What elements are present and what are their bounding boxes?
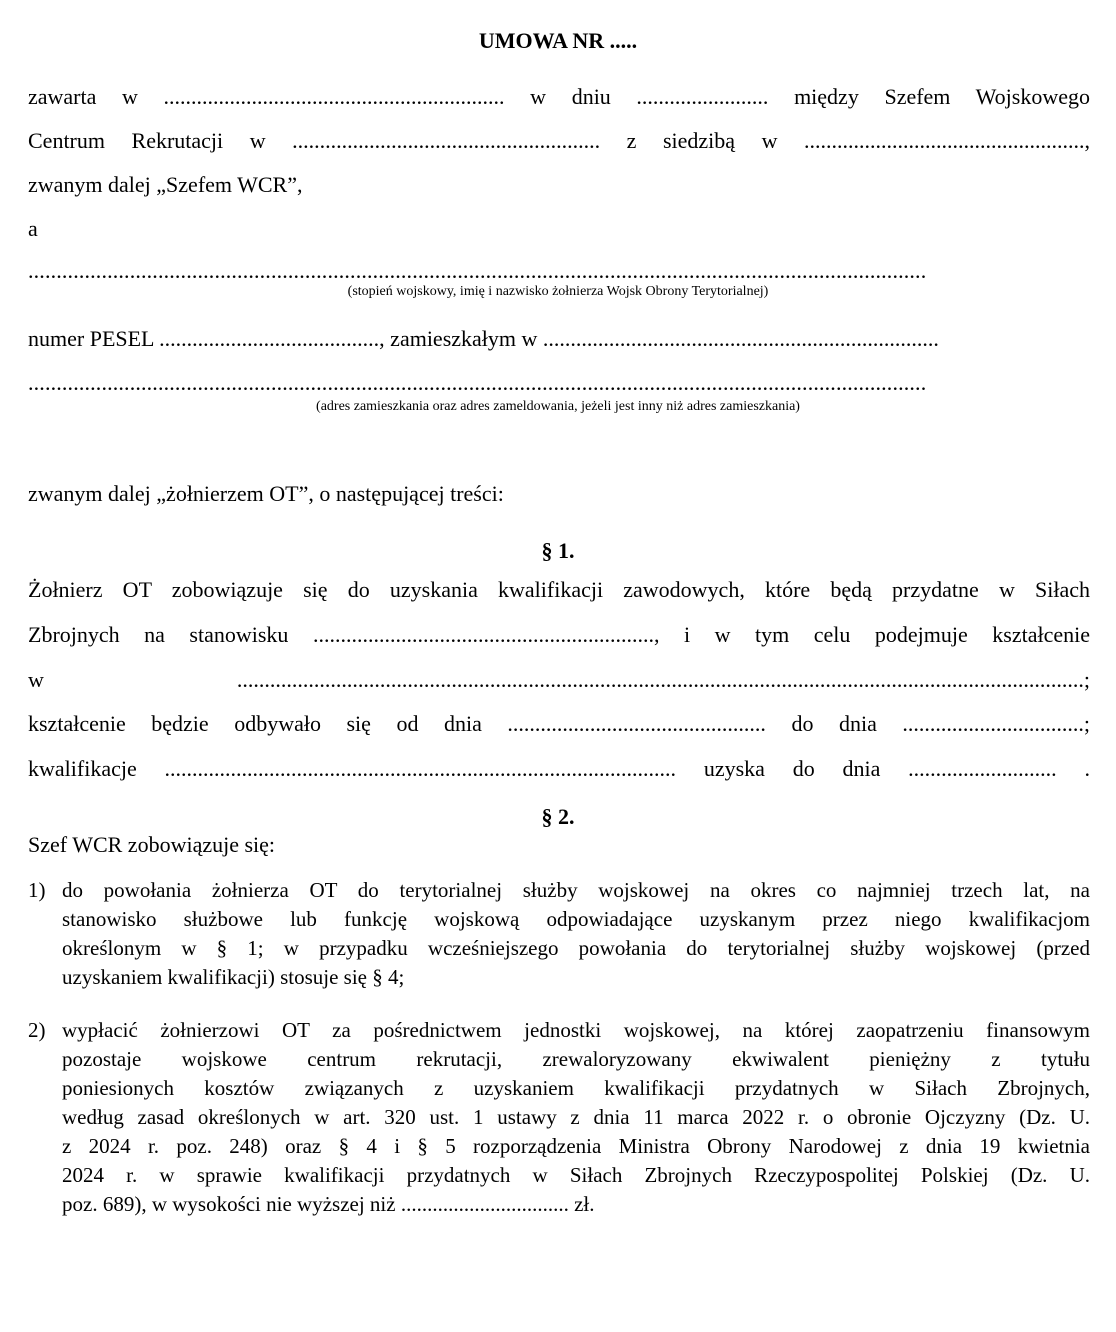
- item-number: 2): [28, 1018, 46, 1042]
- item-text-line: określonym w § 1; w przypadku wcześniejszego powołania do terytorialnej służby wojskowej (przed: [62, 936, 1090, 960]
- section-2-heading: § 2.: [541, 804, 575, 829]
- soldier-name-blank: ...............................................................................................................................................................: [28, 258, 927, 283]
- section-1-line-4: kształcenie będzie odbywało się od dnia ............................................... do dnia .................................;: [28, 711, 1090, 736]
- item-text-line: według zasad określonych w art. 320 ust. 1 ustawy z dnia 11 marca 2022 r. o obronie Ojczyzny (Dz. U.: [62, 1105, 1090, 1129]
- item-text-line: z 2024 r. poz. 248) oraz § 4 i § 5 rozporządzenia Ministra Obrony Narodowej z dnia 19 kwietnia: [62, 1134, 1090, 1158]
- item-text-line: do powołania żołnierza OT do terytorialnej służby wojskowej na okres co najmniej trzech lat, na: [62, 878, 1090, 902]
- item-text: [62, 876, 1090, 992]
- item-text-line: poz. 689), w wysokości nie wyższej niż ................................ zł.: [62, 1192, 595, 1216]
- intro-line-place-date-parties: zawarta w .............................................................. w dniu ........................ między Szefem Wojskowego: [28, 84, 1090, 109]
- section-1-heading: § 1.: [541, 538, 575, 563]
- intro-line-recruitment-center: Centrum Rekrutacji w ........................................................ z siedzibą w ...................................................,: [28, 128, 1090, 153]
- intro-line-and: a: [28, 216, 38, 241]
- soldier-name-caption: (stopień wojskowy, imię i nazwisko żołnierza Wojsk Obrony Terytorialnej): [347, 284, 769, 299]
- section-2-lead: Szef WCR zobowiązuje się:: [28, 832, 276, 857]
- item-number: 1): [28, 878, 46, 902]
- section-2-item-1: [28, 876, 1090, 992]
- address-blank: ...............................................................................................................................................................: [28, 370, 927, 395]
- section-1-line-1: Żołnierz OT zobowiązuje się do uzyskania kwalifikacji zawodowych, które będą przydatne w Siłach: [28, 577, 1090, 602]
- item-text-line: pozostaje wojskowe centrum rekrutacji, zrewaloryzowany ekwiwalent pieniężny z tytułu: [62, 1047, 1090, 1071]
- section-1-line-5: kwalifikacje ............................................................................................. uzyska do dnia ........................... .: [28, 756, 1090, 781]
- section-1-line-2: Zbrojnych na stanowisku .............................................................., i w tym celu podejmuje kształcenie: [28, 622, 1090, 647]
- section-2-item-2: [28, 1016, 1090, 1219]
- intro-line-soldier-alias: zwanym dalej „żołnierzem OT”, o następującej treści:: [28, 481, 504, 506]
- item-text-line: stanowisko służbowe lub funkcję wojskową odpowiadające uzyskanym przez niego kwalifikacjom: [62, 907, 1090, 931]
- item-text-line: uzyskaniem kwalifikacji) stosuje się § 4;: [62, 965, 405, 989]
- item-text: [62, 1016, 1090, 1219]
- intro-line-pesel-address: numer PESEL ........................................, zamieszkałym w ........................................................................: [28, 326, 939, 351]
- section-1-line-3: w ..........................................................................................................................................................;: [28, 667, 1090, 692]
- item-text-line: wypłacić żołnierzowi OT za pośrednictwem jednostki wojskowej, na której zaopatrzeniu finansowym: [62, 1018, 1090, 1042]
- document-title: UMOWA NR .....: [478, 28, 638, 53]
- intro-line-wcr-alias: zwanym dalej „Szefem WCR”,: [28, 172, 303, 197]
- item-text-line: poniesionych kosztów związanych z uzyskaniem kwalifikacji przydatnych w Siłach Zbrojnych,: [62, 1076, 1090, 1100]
- item-text-line: 2024 r. w sprawie kwalifikacji przydatnych w Siłach Zbrojnych Rzeczypospolitej Polskiej (Dz. U.: [62, 1163, 1090, 1187]
- address-caption: (adres zamieszkania oraz adres zameldowania, jeżeli jest inny niż adres zamieszkania): [316, 399, 800, 414]
